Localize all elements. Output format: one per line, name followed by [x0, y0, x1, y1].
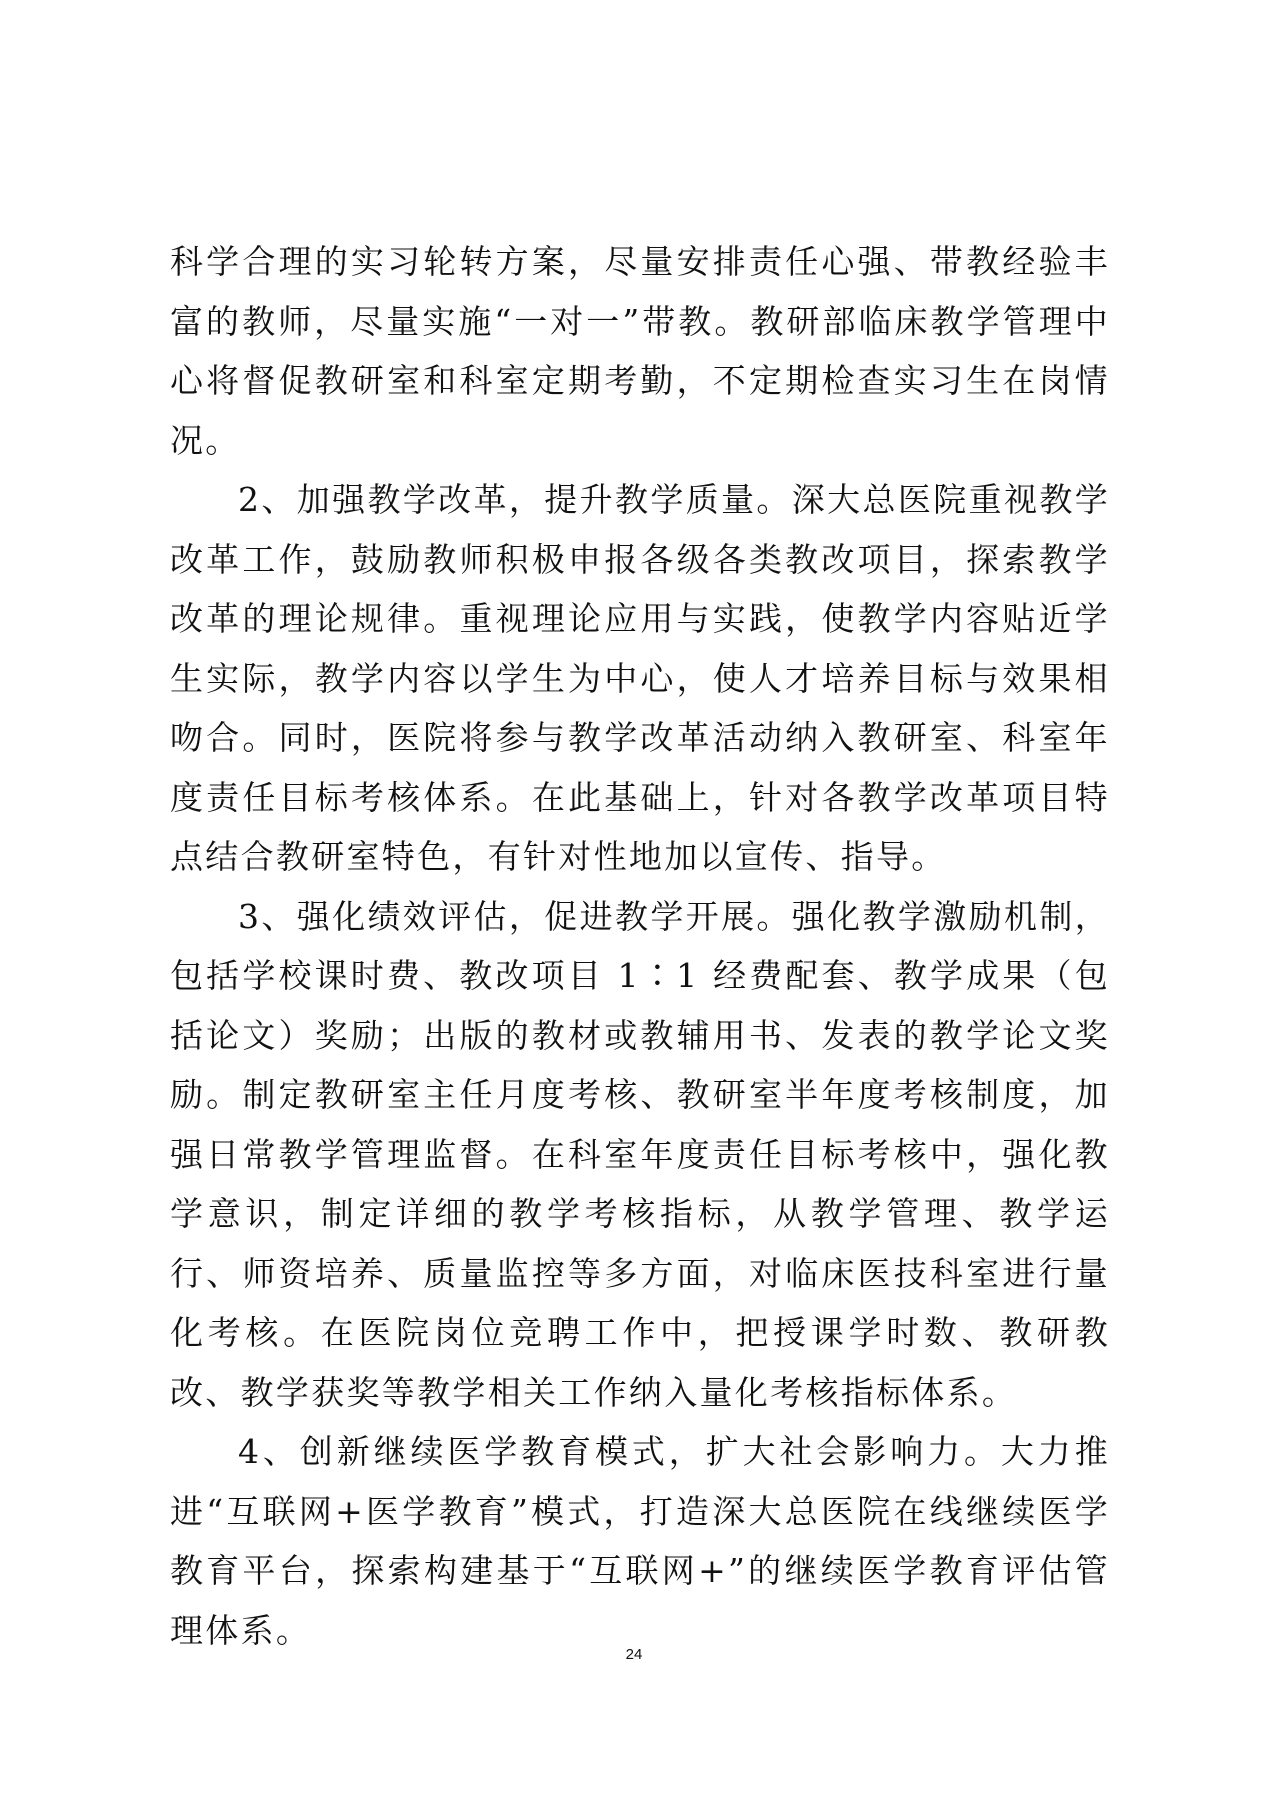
page-number: 24 — [625, 1646, 643, 1663]
body-text — [170, 232, 1110, 1660]
paragraph-performance-evaluation: 3、强化绩效评估，促进教学开展。强化教学激励机制，包括学校课时费、教改项目 1∶1 经费配套、教学成果（包括论文）奖励；出版的教材或教辅用书、发表的教学论文奖励。制定教研室主任月度考核、教研室半年度考核制度，加强日常教学管理监督。在科室年度责任目标考核中，强化教学意识，制定详细的教学考核指标，从教学管理、教学运行、师资培养、质量监控等多方面，对临床医技科室进行量化考核。在医院岗位竞聘工作中，把授课学时数、教研教改、教学获奖等教学相关工作纳入量化考核指标体系。 — [170, 896, 1110, 1412]
paragraph-teaching-reform: 2、加强教学改革，提升教学质量。深大总医院重视教学改革工作，鼓励教师积极申报各级各类教改项目，探索教学改革的理论规律。重视理论应用与实践，使教学内容贴近学生实际，教学内容以学生为中心，使人才培养目标与效果相吻合。同时，医院将参与教学改革活动纳入教研室、科室年度责任目标考核体系。在此基础上，针对各教学改革项目特点结合教研室特色，有针对性地加以宣传、指导。 — [170, 480, 1110, 876]
paragraph-continuation: 科学合理的实习轮转方案，尽量安排责任心强、带教经验丰富的教师，尽量实施“一对一”带教。教研部临床教学管理中心将督促教研室和科室定期考勤，不定期检查实习生在岗情况。 — [170, 242, 1110, 460]
paragraph-continuing-education: 4、创新继续医学教育模式，扩大社会影响力。大力推进“互联网+医学教育”模式，打造深大总医院在线继续医学教育平台，探索构建基于“互联网+”的继续医学教育评估管理体系。 — [170, 1432, 1110, 1650]
